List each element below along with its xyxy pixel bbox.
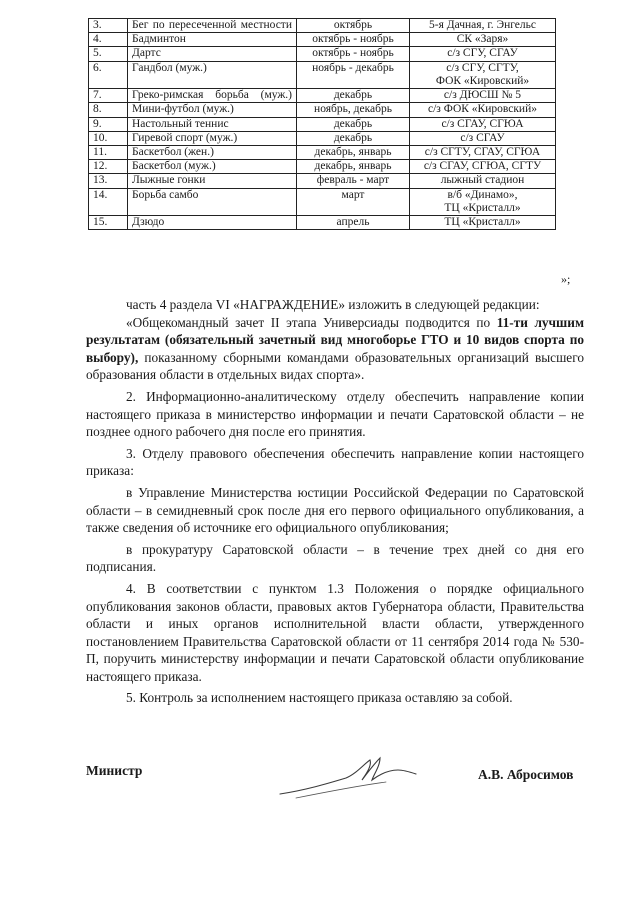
table-row xyxy=(89,188,556,215)
sport-name: Баскетбол (жен.) xyxy=(128,145,297,159)
term: февраль - март xyxy=(297,174,410,188)
paragraph-prosecutor: в прокуратуру Саратовской области – в течение трех дней со дня его подписания. xyxy=(86,541,584,575)
sport-name: Бадминтон xyxy=(128,33,297,47)
venue: с/з ФОК «Кировский» xyxy=(410,103,556,117)
venue: с/з СГАУ, СГЮА, СГТУ xyxy=(410,160,556,174)
row-number: 5. xyxy=(89,47,128,61)
term: ноябрь - декабрь xyxy=(297,61,410,88)
row-number: 15. xyxy=(89,216,128,230)
venue: с/з СГТУ, СГАУ, СГЮА xyxy=(410,145,556,159)
paragraph-part4: часть 4 раздела VI «НАГРАЖДЕНИЕ» изложить в следующей редакции: xyxy=(126,297,540,312)
venue-line: с/з СГУ, СГТУ, xyxy=(446,61,519,74)
sport-name: Борьба самбо xyxy=(128,188,297,215)
sport-name: Лыжные гонки xyxy=(128,174,297,188)
row-number: 3. xyxy=(89,19,128,33)
table-row xyxy=(89,47,556,61)
table-row xyxy=(89,103,556,117)
term: октябрь xyxy=(297,19,410,33)
venue: с/з СГУ, СГАУ xyxy=(410,47,556,61)
venue: с/з ДЮСШ № 5 xyxy=(410,89,556,103)
table-row xyxy=(89,33,556,47)
term: март xyxy=(297,188,410,215)
table-closing-quote: »; xyxy=(561,272,571,286)
table-row xyxy=(89,145,556,159)
sport-name: Мини-футбол (муж.) xyxy=(128,103,297,117)
term: октябрь - ноябрь xyxy=(297,33,410,47)
signer-title: Министр xyxy=(86,763,143,778)
sport-name: Гандбол (муж.) xyxy=(128,61,297,88)
row-number: 14. xyxy=(89,188,128,215)
quote-start: «Общекомандный зачет II этапа Универсиады подводится по xyxy=(126,314,497,330)
sports-schedule-body xyxy=(89,19,556,230)
row-number: 7. xyxy=(89,89,128,103)
body-text xyxy=(86,296,584,707)
venue xyxy=(410,61,556,88)
row-number: 10. xyxy=(89,131,128,145)
table-row xyxy=(89,160,556,174)
venue: с/з СГАУ, СГЮА xyxy=(410,117,556,131)
table-row xyxy=(89,117,556,131)
quote-end: показанному сборными командами образовательных организаций высшего образования области в отдельных видах спорта». xyxy=(86,349,584,383)
paragraph-quote xyxy=(86,314,584,384)
handwritten-signature xyxy=(276,752,426,802)
row-number: 9. xyxy=(89,117,128,131)
venue: 5-я Дачная, г. Энгельс xyxy=(410,19,556,33)
table-row xyxy=(89,61,556,88)
paragraph-item-2: 2. Информационно-аналитическому отделу обеспечить направление копии настоящего приказа в министерство информации и печати Саратовской области – не позднее одного рабочего дня после его принятия. xyxy=(86,388,584,440)
sports-schedule-table xyxy=(88,18,556,230)
paragraph-justice: в Управление Министерства юстиции Российской Федерации по Саратовской области – в семидневный срок после дня его первого официального опубликования, а также сведения об источнике его официального опубликования; xyxy=(86,484,584,536)
row-number: 11. xyxy=(89,145,128,159)
venue: ТЦ «Кристалл» xyxy=(410,216,556,230)
table-row xyxy=(89,131,556,145)
paragraph-item-5: 5. Контроль за исполнением настоящего приказа оставляю за собой. xyxy=(126,690,513,706)
sport-name: Гиревой спорт (муж.) xyxy=(128,131,297,145)
paragraph-item-4: 4. В соответствии с пунктом 1.3 Положения о порядке официального опубликования законов области, правовых актов Губернатора области, Правительства области и иных органов исполнительной власти области, утвержденного постановлением Правительства Саратовской области от 11 сентября 2014 года № 530-П, поручить министерству информации и печати Саратовской области опубликование настоящего приказа. xyxy=(86,580,584,684)
sport-name: Бег по пересеченной местности xyxy=(128,19,297,33)
term: декабрь xyxy=(297,117,410,131)
table-row xyxy=(89,89,556,103)
table-row xyxy=(89,174,556,188)
term: ноябрь, декабрь xyxy=(297,103,410,117)
sport-name: Греко-римская борьба (муж.) xyxy=(128,89,297,103)
sport-name: Баскетбол (муж.) xyxy=(128,160,297,174)
row-number: 13. xyxy=(89,174,128,188)
signer-name: А.В. Абросимов xyxy=(478,767,574,782)
venue-line: ФОК «Кировский» xyxy=(435,74,530,87)
venue xyxy=(410,188,556,215)
term: апрель xyxy=(297,216,410,230)
sport-name: Настольный теннис xyxy=(128,117,297,131)
term: декабрь, январь xyxy=(297,160,410,174)
venue: лыжный стадион xyxy=(410,174,556,188)
term: декабрь xyxy=(297,89,410,103)
term: декабрь xyxy=(297,131,410,145)
row-number: 8. xyxy=(89,103,128,117)
venue: СК «Заря» xyxy=(410,33,556,47)
term: декабрь, январь xyxy=(297,145,410,159)
term: октябрь - ноябрь xyxy=(297,47,410,61)
sport-name: Дзюдо xyxy=(128,216,297,230)
venue-line: ТЦ «Кристалл» xyxy=(444,201,521,214)
table-row xyxy=(89,216,556,230)
row-number: 6. xyxy=(89,61,128,88)
row-number: 12. xyxy=(89,160,128,174)
row-number: 4. xyxy=(89,33,128,47)
sport-name: Дартс xyxy=(128,47,297,61)
venue: с/з СГАУ xyxy=(410,131,556,145)
table-row xyxy=(89,19,556,33)
venue-line: в/б «Динамо», xyxy=(447,188,518,201)
quote-bold: 11-ти лучшим результатам (обязательный зачетный вид многоборье ГТО и 10 видов спорта по выбору), xyxy=(86,314,585,365)
paragraph-item-3: 3. Отделу правового обеспечения обеспечить направление копии настоящего приказа: xyxy=(86,445,584,479)
